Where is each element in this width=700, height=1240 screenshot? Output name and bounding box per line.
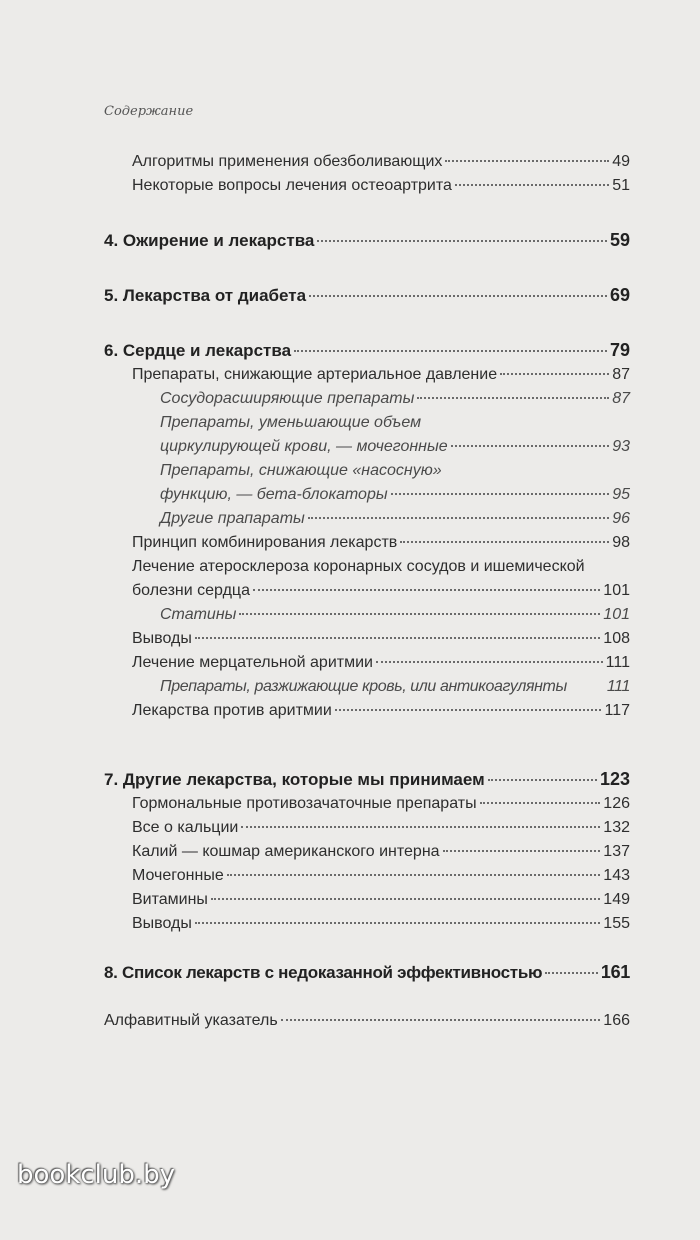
toc-page-number: 98: [612, 534, 630, 551]
toc-entry-title: Препараты, разжижающие кровь, или антикоагулянты: [160, 678, 567, 695]
toc-chapter-8[interactable]: [104, 960, 630, 985]
toc-subentry[interactable]: [104, 675, 630, 699]
toc-subentry[interactable]: [104, 483, 630, 507]
toc-page-number: 96: [612, 510, 630, 527]
toc-entry[interactable]: [104, 579, 630, 603]
toc-subentry[interactable]: [104, 603, 630, 627]
toc-entry[interactable]: [104, 888, 630, 912]
dot-leader: [239, 613, 600, 615]
dot-leader: [335, 709, 602, 711]
toc-chapter-4[interactable]: [104, 228, 630, 253]
dot-leader: [451, 445, 610, 447]
toc-chapter-7[interactable]: [104, 767, 630, 792]
dot-leader: [281, 1019, 601, 1021]
toc-entry-title: болезни сердца: [132, 582, 250, 599]
dot-leader: [294, 350, 607, 352]
toc-entry[interactable]: [104, 864, 630, 888]
toc-chapter-6[interactable]: [104, 338, 630, 363]
toc-page-number: 166: [603, 1012, 630, 1029]
toc-page-number: 95: [612, 486, 630, 503]
toc-entry-title: функцию, — бета-блокаторы: [160, 486, 388, 503]
toc-page-number: 79: [609, 340, 630, 360]
toc-page-number: 161: [600, 962, 630, 982]
dot-leader: [455, 184, 609, 186]
running-head: Содержание: [104, 104, 194, 119]
toc-chapter-title: 7. Другие лекарства, которые мы принимаем: [104, 770, 485, 789]
dot-leader: [227, 874, 601, 876]
toc-subentry[interactable]: [104, 507, 630, 531]
toc-entry-title: Лекарства против аритмии: [132, 702, 332, 719]
toc-entry[interactable]: [104, 699, 630, 723]
dot-leader: [545, 972, 598, 974]
toc-entry-title: Гормональные противозачаточные препараты: [132, 795, 477, 812]
dot-leader: [195, 922, 600, 924]
toc-entry[interactable]: [104, 816, 630, 840]
toc-page-number: 123: [599, 769, 630, 789]
toc-page-number: 155: [603, 915, 630, 932]
toc-entry-title: Лечение мерцательной аритмии: [132, 654, 373, 671]
watermark: bookclub.by: [17, 1160, 176, 1190]
dot-leader: [317, 240, 607, 242]
toc-page-number: 87: [612, 390, 630, 407]
toc-entry-title: Алфавитный указатель: [104, 1012, 278, 1029]
toc-entry[interactable]: [104, 651, 630, 675]
toc-entry-title: Все о кальции: [132, 819, 239, 836]
toc-entry-title: Сосудорасширяющие препараты: [160, 390, 415, 407]
dot-leader: [376, 661, 603, 663]
toc-subentry-line: Препараты, снижающие «насосную»: [160, 462, 442, 479]
toc-entry-title: Принцип комбинирования лекарств: [132, 534, 398, 551]
toc-entry[interactable]: [104, 912, 630, 936]
toc-page-number: 137: [603, 843, 630, 860]
toc-page-number: 59: [609, 230, 630, 250]
toc-page-number: 126: [603, 795, 630, 812]
toc-entry-title: Мочегонные: [132, 867, 224, 884]
toc-entry-title: Калий — кошмар американского интерна: [132, 843, 440, 860]
toc-chapter-title: 5. Лекарства от диабета: [104, 286, 307, 305]
toc-entry-title: Алгоритмы применения обезболивающих: [132, 153, 443, 170]
toc-entry[interactable]: [104, 840, 630, 864]
toc-entry-title: Витамины: [132, 891, 208, 908]
toc-entry[interactable]: [104, 363, 630, 387]
dot-leader: [195, 637, 600, 639]
toc-page-number: 143: [603, 867, 630, 884]
toc-entry-title: циркулирующей крови, — мочегонные: [160, 438, 448, 455]
dot-leader: [445, 160, 609, 162]
toc-subentry[interactable]: [104, 387, 630, 411]
dot-leader: [443, 850, 601, 852]
dot-leader: [211, 898, 600, 900]
dot-leader: [391, 493, 610, 495]
toc-page-number: 111: [606, 678, 630, 695]
dot-leader: [253, 589, 600, 591]
dot-leader: [488, 779, 597, 781]
toc-entry[interactable]: [104, 150, 630, 174]
dot-leader: [309, 295, 607, 297]
toc-entry[interactable]: [104, 531, 630, 555]
dot-leader: [500, 373, 609, 375]
toc-entry-title: Выводы: [132, 630, 192, 647]
toc-page-number: 117: [604, 702, 630, 719]
toc-entry-title: Статины: [160, 606, 237, 623]
dot-leader: [308, 517, 609, 519]
toc-entry-title: Некоторые вопросы лечения остеоартрита: [132, 177, 452, 194]
toc-page-number: 101: [603, 606, 630, 623]
toc-chapter-title: 6. Сердце и лекарства: [104, 341, 292, 360]
dot-leader: [480, 802, 601, 804]
toc-page-number: 87: [612, 366, 630, 383]
toc-page-number: 51: [612, 177, 630, 194]
toc-page-number: 101: [603, 582, 630, 599]
toc-index-entry[interactable]: [104, 1009, 630, 1033]
toc-entry-title: Выводы: [132, 915, 192, 932]
toc-page-number: 111: [605, 654, 630, 671]
dot-leader: [241, 826, 600, 828]
toc-chapter-title: 8. Список лекарств с недоказанной эффективностью: [104, 963, 543, 982]
toc-page-number: 93: [612, 438, 630, 455]
toc-page-number: 108: [603, 630, 630, 647]
toc-chapter-5[interactable]: [104, 283, 630, 308]
toc-entry-title: Другие прапараты: [160, 510, 305, 527]
toc-subentry-line: Препараты, уменьшающие объем: [160, 414, 422, 431]
toc-chapter-title: 4. Ожирение и лекарства: [104, 231, 315, 250]
toc-entry[interactable]: [104, 792, 630, 816]
dot-leader: [417, 397, 609, 399]
toc-page-number: 149: [603, 891, 630, 908]
toc-subentry[interactable]: [104, 435, 630, 459]
toc-entry[interactable]: [104, 627, 630, 651]
table-of-contents: [104, 150, 630, 1033]
toc-page-number: 49: [612, 153, 630, 170]
toc-entry[interactable]: [104, 174, 630, 198]
toc-entry-line: Лечение атеросклероза коронарных сосудов и ишемической: [132, 558, 585, 575]
dot-leader: [400, 541, 609, 543]
toc-page-number: 132: [603, 819, 630, 836]
toc-page-number: 69: [609, 285, 630, 305]
toc-entry-title: Препараты, снижающие артериальное давление: [132, 366, 498, 383]
